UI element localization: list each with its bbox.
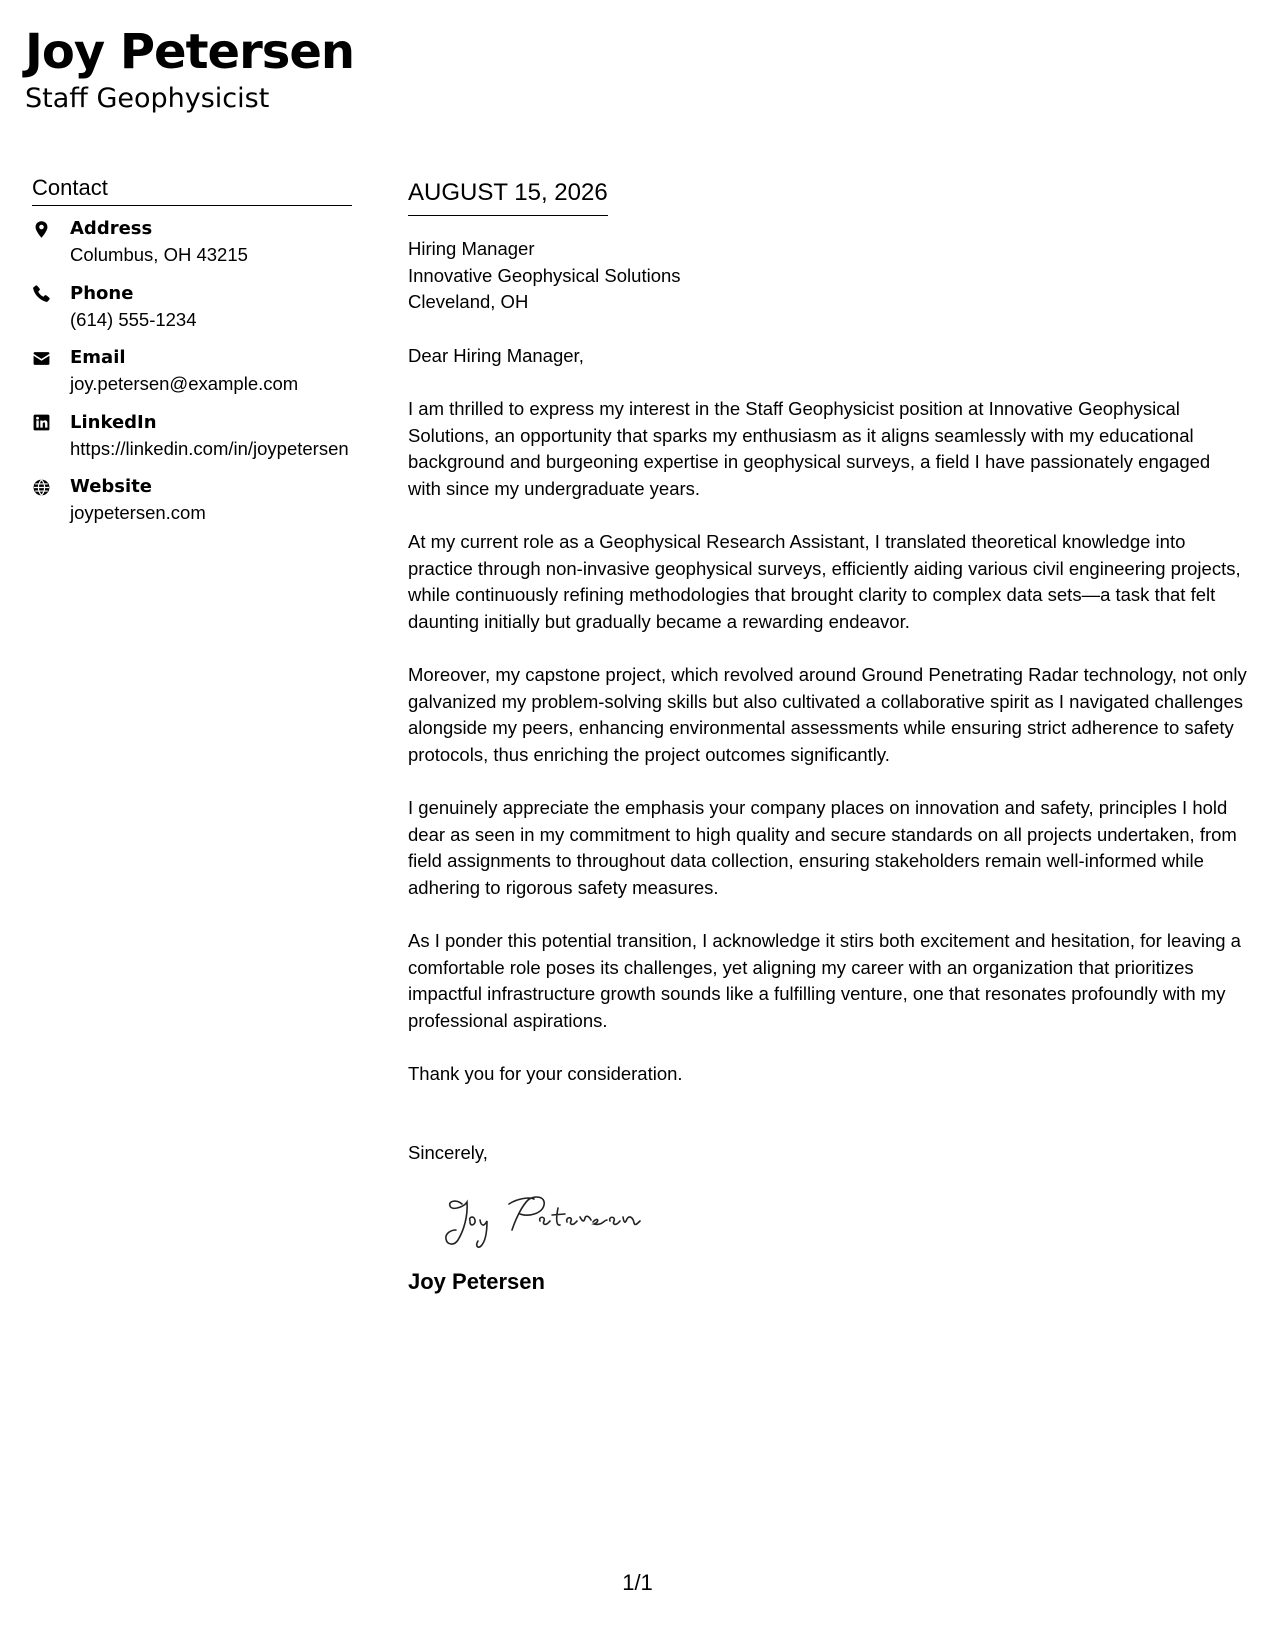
resume-header (25, 22, 354, 116)
contact-item-linkedin (32, 410, 352, 462)
contact-sidebar (32, 173, 352, 539)
recipient-location: Cleveland, OH (408, 291, 529, 312)
linkedin-icon (32, 410, 70, 435)
email-value: joy.petersen@example.com (70, 373, 299, 394)
contact-item-email (32, 345, 352, 397)
page-number: 1/1 (622, 1570, 653, 1595)
envelope-icon (32, 345, 70, 370)
address-value: Columbus, OH 43215 (70, 244, 248, 265)
thank-you-line: Thank you for your consideration. (408, 1063, 683, 1084)
contact-item-address (32, 216, 352, 268)
phone-value: (614) 555-1234 (70, 308, 197, 330)
address-label: Address (70, 218, 153, 239)
letter-date: AUGUST 15, 2026 (408, 177, 608, 216)
contact-item-website (32, 474, 352, 526)
paragraph-4: I genuinely appreciate the emphasis your company places on innovation and safety, principles I hold dear as seen in my commitment to high quality and secure standards on all projects undertaken, from field assignments to throughout data collection, ensuring stakeholders remain well-informed while adhering to rigorous safety measures. (408, 797, 1237, 898)
website-value: joypetersen.com (70, 502, 206, 523)
closing: Sincerely, (408, 1141, 488, 1163)
phone-icon (32, 281, 70, 306)
applicant-title: Staff Geophysicist (25, 83, 270, 114)
paragraph-1: I am thrilled to express my interest in the Staff Geophysicist position at Innovative Geophysical Solutions, an opportunity that sparks my enthusiasm as it aligns seamlessly with my educational background and burgeoning expertise in geophysical surveys, a field I have passionately engaged with since my undergraduate years. (408, 398, 1211, 499)
website-label: Website (70, 476, 153, 497)
map-marker-icon (32, 216, 70, 241)
paragraph-3: Moreover, my capstone project, which revolved around Ground Penetrating Radar technology, not only galvanized my problem-solving skills but also cultivated a collaborative spirit as I navigated challenges alongside my peers, enhancing environmental assessments while ensuring strict adherence to safety protocols, thus enriching the project outcomes significantly. (408, 664, 1247, 765)
applicant-name: Joy Petersen (25, 24, 355, 80)
salutation: Dear Hiring Manager, (408, 344, 584, 366)
recipient-block (408, 236, 1248, 316)
email-label: Email (70, 347, 126, 368)
letter-body (408, 177, 1248, 1297)
recipient-company: Innovative Geophysical Solutions (408, 264, 681, 286)
paragraph-5: As I ponder this potential transition, I acknowledge it stirs both excitement and hesitation, for leaving a comfortable role poses its challenges, yet aligning my career with an organization that prioritizes impactful infrastructure growth sounds like a fulfilling venture, one that resonates profoundly with my professional aspirations. (408, 930, 1241, 1031)
contact-heading: Contact (32, 173, 352, 206)
globe-icon (32, 474, 70, 499)
recipient-title: Hiring Manager (408, 238, 535, 259)
phone-label: Phone (70, 282, 134, 304)
paragraph-2: At my current role as a Geophysical Research Assistant, I translated theoretical knowledge into practice through non-invasive geophysical surveys, efficiently aiding various civil engineering projects, while continuously refining methodologies that brought clarity to complex data sets—a task that felt daunting initially but gradually became a rewarding endeavor. (408, 531, 1241, 632)
handwritten-signature (434, 1190, 654, 1252)
contact-item-phone (32, 281, 352, 333)
signed-name: Joy Petersen (408, 1269, 545, 1294)
linkedin-value: https://linkedin.com/in/joypetersen (70, 437, 349, 459)
linkedin-label: LinkedIn (70, 411, 157, 433)
